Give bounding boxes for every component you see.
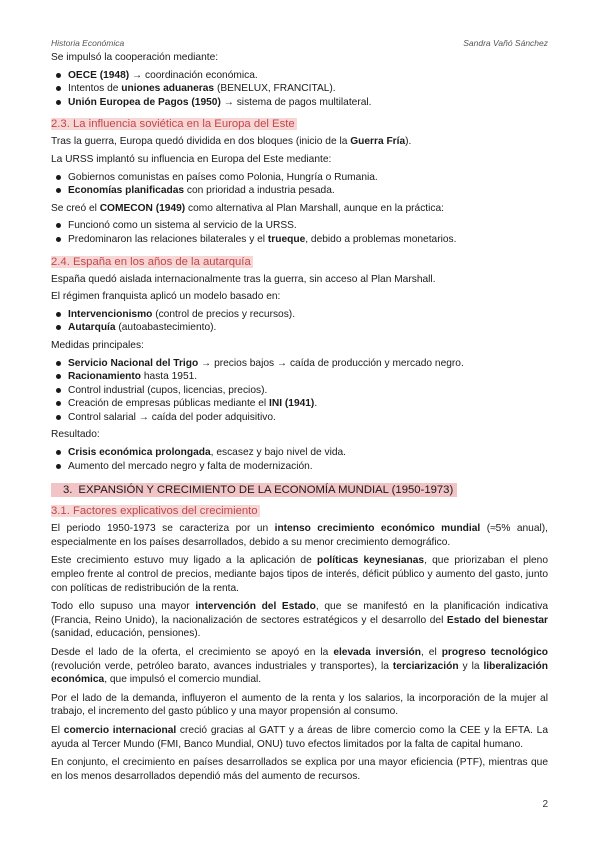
bullet-icon	[56, 175, 61, 180]
item-text: Control salarial → caída del poder adquisitivo.	[68, 411, 276, 423]
section-heading-3	[51, 483, 548, 498]
results-list	[51, 446, 548, 473]
text: Se creó el	[51, 202, 100, 214]
section-number: 3.	[63, 484, 73, 497]
paragraph	[51, 600, 548, 641]
item-text: Intentos de	[68, 83, 122, 95]
paragraph	[51, 554, 548, 595]
bold-term: Racionamiento	[68, 371, 142, 383]
bold-term: Autarquía	[68, 322, 116, 334]
item-text: , escasez y bajo nivel de vida.	[210, 447, 347, 459]
bold-term: terciarización	[392, 660, 459, 672]
paragraph: La URSS implantó su influencia en Europa del Este mediante:	[51, 153, 332, 165]
item-text: (BENELUX, FRANCITAL).	[214, 83, 336, 95]
bold-term: Crisis económica prolongada	[68, 447, 211, 459]
bullet-icon	[56, 361, 61, 366]
bullet-icon	[56, 312, 61, 317]
item-text: Aumento del mercado negro y falta de modernización.	[68, 460, 313, 472]
bold-term: OECE (1948)	[68, 69, 130, 81]
heading-text: 2.4. España en los años de la autarquía	[51, 255, 251, 268]
bold-term: INI (1941)	[269, 398, 315, 410]
bold-term: Intervencionismo	[68, 308, 153, 320]
text: , el	[420, 647, 442, 658]
page-content	[51, 51, 548, 788]
list-item	[51, 397, 548, 411]
bullet-icon	[56, 325, 61, 330]
item-text: con prioridad a industria pesada.	[184, 185, 335, 197]
text: (≈5% anual), especialmente en los países desarrollados, debido a su menor crecimiento demográfico.	[51, 523, 549, 548]
header-author: Sandra Vañó Sánchez	[463, 38, 548, 48]
paragraph	[51, 135, 548, 149]
paragraph	[51, 724, 548, 751]
model-list	[51, 308, 548, 335]
heading-text: 3.1. Factores explicativos del crecimiento	[51, 505, 258, 518]
bold-term: políticas keynesianas	[316, 555, 425, 567]
item-text: Control industrial (cupos, licencias, precios).	[68, 384, 268, 396]
bullet-icon	[56, 100, 61, 105]
heading-highlight	[51, 483, 457, 497]
bold-term: intervención del Estado	[195, 601, 316, 613]
list-item	[51, 411, 548, 425]
heading-text: EXPANSIÓN Y CRECIMIENTO DE LA ECONOMÍA MUNDIAL (1950-1973)	[78, 484, 454, 497]
bold-term: uniones aduaneras	[121, 83, 215, 95]
bullet-icon	[56, 223, 61, 228]
text: Tras la guerra, Europa quedó dividida en dos bloques (inicio de la	[51, 136, 351, 148]
measures-list	[51, 357, 548, 425]
list-item	[51, 69, 548, 83]
intro-text: Se impulsó la cooperación mediante:	[51, 52, 219, 63]
header-course: Historia Económica	[51, 38, 125, 48]
list-item	[51, 184, 548, 198]
bold-term: COMECON (1949)	[99, 202, 186, 214]
section-heading-2-3	[51, 117, 548, 132]
list-item	[51, 446, 548, 460]
list-item	[51, 357, 548, 371]
bold-term: Unión Europea de Pagos (1950)	[68, 96, 221, 108]
bold-term: comercio internacional	[63, 724, 177, 736]
bold-term: trueque	[267, 233, 306, 245]
bullet-icon	[56, 188, 61, 193]
item-text: Predominaron las relaciones bilaterales y el	[68, 233, 268, 245]
item-text: , debido a problemas monetarios.	[305, 233, 457, 245]
text: Todo ello supuso una mayor	[51, 601, 196, 613]
paragraph: España quedó aislada internacionalmente tras la guerra, sin acceso al Plan Marshall.	[51, 273, 436, 285]
item-text: → precios bajos → caída de producción y mercado negro.	[198, 357, 464, 369]
paragraph	[51, 522, 548, 549]
text: (sanidad, educación, pensiones).	[51, 628, 201, 640]
heading-text: 2.3. La influencia soviética en la Europa del Este	[51, 118, 295, 131]
list-item	[51, 96, 548, 110]
paragraph	[51, 646, 548, 687]
list-item	[51, 384, 548, 398]
paragraph	[51, 202, 548, 216]
text: , que impulsó el comercio mundial.	[104, 674, 262, 686]
bullet-icon	[56, 401, 61, 406]
list-item	[51, 171, 548, 185]
item-text: (autoabastecimiento).	[115, 322, 217, 334]
bold-term: Servicio Nacional del Trigo	[68, 357, 199, 369]
text: ).	[405, 136, 412, 148]
bold-term: Estado del bienestar	[446, 614, 548, 626]
text: Este crecimiento estuvo muy ligado a la aplicación de	[51, 555, 317, 567]
page-header	[51, 38, 548, 52]
list-item	[51, 321, 548, 335]
list-item	[51, 82, 548, 96]
bullet-icon	[56, 464, 61, 469]
paragraph: Medidas principales:	[51, 339, 144, 351]
item-text: Funcionó como un sistema al servicio de la URSS.	[68, 220, 297, 232]
page-number: 2	[542, 799, 548, 810]
text: , que priorizaban el pleno empleo frente al control de precios, mediante bajos tipos de interés, déficit público y aumento del gasto, junto con políticas de redistribución de la renta.	[51, 555, 548, 594]
paragraph: Por el lado de la demanda, influyeron el aumento de la renta y los salarios, la incorporación de la mujer al trabajo, el incremento del gasto público y una mayor propensión al consumo.	[51, 692, 548, 718]
bullet-icon	[56, 374, 61, 379]
list-item	[51, 308, 548, 322]
bullet-icon	[56, 73, 61, 78]
section-heading-2-4	[51, 255, 548, 270]
bullet-icon	[56, 388, 61, 393]
item-text: → sistema de pagos multilateral.	[220, 96, 372, 108]
list-item	[51, 233, 548, 247]
item-text: .	[314, 398, 318, 410]
section-heading-3-1	[51, 504, 548, 519]
comecon-list	[51, 219, 548, 246]
item-text: → coordinación económica.	[129, 69, 258, 81]
text: El	[51, 724, 64, 736]
list-item	[51, 219, 548, 233]
bullet-icon	[56, 237, 61, 242]
bullet-icon	[56, 450, 61, 455]
paragraph: El régimen franquista aplicó un modelo basado en:	[51, 291, 281, 303]
paragraph: En conjunto, el crecimiento en países desarrollados se explica por una mayor eficiencia (PTF), mientras que en los menos desarrollados dependió más del aumento de recursos.	[51, 757, 548, 782]
ussr-list	[51, 171, 548, 198]
text: , que se manifestó en la planificación indicativa (Francia, Reino Unido), la nacionalización de sectores estratégicos y el desarrollo del	[51, 601, 548, 626]
text: (revolución verde, petróleo barato, avances industriales y transportes), la	[51, 660, 393, 672]
coop-list	[51, 69, 548, 110]
item-text: Gobiernos comunistas en países como Polonia, Hungría o Rumania.	[68, 171, 378, 183]
item-text: hasta 1951.	[141, 371, 198, 383]
text: y la	[458, 660, 484, 672]
list-item	[51, 460, 548, 474]
bold-term: progreso tecnológico	[441, 647, 548, 658]
paragraph: Resultado:	[51, 429, 100, 441]
bullet-icon	[56, 415, 61, 420]
bold-term: liberalización económica	[51, 660, 548, 686]
bold-term: intenso crecimiento económico mundial	[274, 523, 481, 535]
bold-term: Guerra Fría	[350, 136, 406, 148]
item-text: Creación de empresas públicas mediante el	[68, 398, 270, 410]
text: Desde el lado de la oferta, el crecimiento se apoyó en la	[51, 647, 334, 658]
text: como alternativa al Plan Marshall, aunque en la práctica:	[185, 202, 444, 214]
list-item	[51, 370, 548, 384]
bold-term: elevada inversión	[333, 647, 421, 658]
bold-term: Economías planificadas	[68, 185, 185, 197]
text: El periodo 1950-1973 se caracteriza por un	[51, 523, 275, 535]
text: creció gracias al GATT y a áreas de libre comercio como la CEE y la EFTA. La ayuda al Tercer Mundo (FMI, Banco Mundial, ONU) tuvo efectos limitados por la falta de capital humano.	[51, 724, 548, 750]
item-text: (control de precios y recursos).	[152, 308, 296, 320]
bullet-icon	[56, 86, 61, 91]
